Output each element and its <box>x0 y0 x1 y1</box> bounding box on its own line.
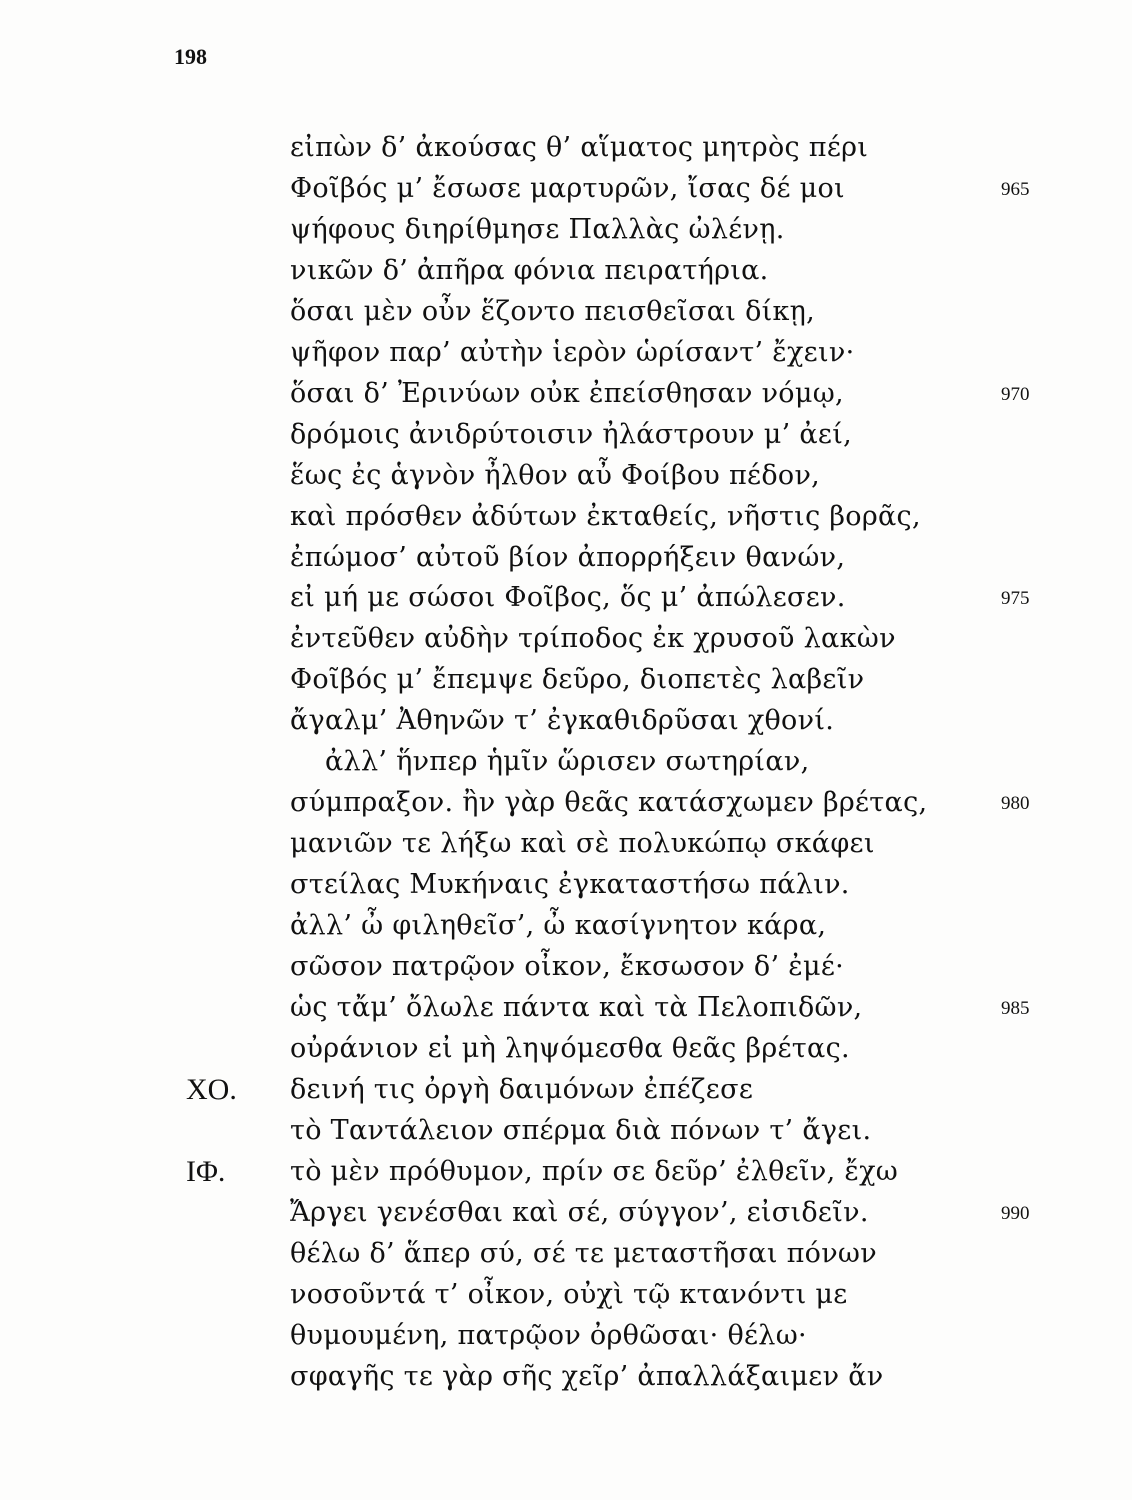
verse-text: εἰπὼν δ’ ἀκούσας θ’ αἵματος μητρὸς πέρι <box>290 132 869 163</box>
verse-line <box>0 868 1132 909</box>
verse-text: σφαγῆς τε γὰρ σῆς χεῖρ’ ἀπαλλάξαιμεν ἄν <box>290 1360 884 1392</box>
verse-line <box>0 745 1132 786</box>
verse-line <box>0 1278 1132 1319</box>
verse-line <box>0 909 1132 950</box>
speaker-label: ΙΦ. <box>186 1154 226 1188</box>
verse-line <box>0 336 1132 377</box>
verse-text: Φοῖβός μ’ ἔπεμψε δεῦρο, διοπετὲς λαβεῖν <box>290 664 865 696</box>
verse-text: ὡς τἄμ’ ὄλωλε πάντα καὶ τὰ Πελοπιδῶν, <box>290 991 863 1023</box>
verse-text: εἰ μή με σώσοι Φοῖβος, ὅς μ’ ἀπώλεσεν. <box>290 582 846 614</box>
verse-line <box>0 418 1132 459</box>
verse-line <box>0 663 1132 704</box>
verse-text: ἐπώμοσ’ αὐτοῦ βίον ἀπορρήξειν θανών, <box>290 541 846 573</box>
verse-line <box>0 827 1132 868</box>
line-number: 990 <box>1001 1202 1030 1224</box>
verse-text: οὐράνιον εἰ μὴ ληψόμεσθα θεᾶς βρέτας. <box>290 1032 850 1064</box>
verse-text: τὸ μὲν πρόθυμον, πρίν σε δεῦρ’ ἐλθεῖν, ἔχω <box>290 1155 899 1187</box>
verse-line <box>0 704 1132 745</box>
verse-text: ψήφους διηρίθμησε Παλλὰς ὠλένῃ. <box>290 213 785 245</box>
verse-line <box>0 1319 1132 1360</box>
verse-line <box>0 172 1132 213</box>
verse-line <box>0 131 1132 172</box>
verse-line <box>0 1237 1132 1278</box>
page-number: 198 <box>174 44 207 69</box>
verse-line <box>0 500 1132 541</box>
verse-text: στείλας Μυκήναις ἐγκαταστήσω πάλιν. <box>290 869 850 901</box>
verse-text: σύμπραξον. ἢν γὰρ θεᾶς κατάσχωμεν βρέτας, <box>290 787 928 819</box>
verse-text: σῶσον πατρῷον οἶκον, ἔκσωσον δ’ ἐμέ· <box>290 951 845 982</box>
line-number: 975 <box>1001 588 1030 610</box>
verse-line <box>0 1032 1132 1073</box>
verse-text: Φοῖβός μ’ ἔσωσε μαρτυρῶν, ἴσας δέ μοι <box>290 172 845 204</box>
verse-line <box>0 622 1132 663</box>
verse-text: δεινή τις ὀργὴ δαιμόνων ἐπέζεσε <box>290 1073 754 1105</box>
verse-text: ὅσαι δ’ Ἐρινύων οὐκ ἐπείσθησαν νόμῳ, <box>290 377 844 409</box>
verse-line <box>0 541 1132 582</box>
verse-line <box>0 991 1132 1032</box>
verse-text: δρόμοις ἀνιδρύτοισιν ἠλάστρουν μ’ ἀεί, <box>290 418 852 450</box>
verse-text: τὸ Ταντάλειον σπέρμα διὰ πόνων τ’ ἄγει. <box>290 1114 872 1146</box>
verse-line <box>0 1360 1132 1401</box>
verse-line <box>0 1114 1132 1155</box>
verse-line <box>0 377 1132 418</box>
verse-line <box>0 295 1132 336</box>
line-number: 965 <box>1001 178 1030 200</box>
verse-text: νικῶν δ’ ἀπῆρα φόνια πειρατήρια. <box>290 254 769 286</box>
verse-line <box>0 950 1132 991</box>
verse-line <box>0 786 1132 827</box>
line-number: 980 <box>1001 793 1030 815</box>
line-number: 985 <box>1001 997 1030 1019</box>
line-number: 970 <box>1001 383 1030 405</box>
verse-line <box>0 459 1132 500</box>
verse-line <box>0 254 1132 295</box>
verse-text: ὅσαι μὲν οὖν ἕζοντο πεισθεῖσαι δίκῃ, <box>290 295 816 327</box>
verse-text: ἀλλ’ ὦ φιληθεῖσ’, ὦ κασίγνητον κάρα, <box>290 910 827 942</box>
verse-line <box>0 213 1132 254</box>
verse-line <box>0 1073 1132 1114</box>
verse-line <box>0 581 1132 622</box>
verse-text: θέλω δ’ ἅπερ σύ, σέ τε μεταστῆσαι πόνων <box>290 1237 877 1269</box>
verse-text: νοσοῦντά τ’ οἶκον, οὐχὶ τῷ κτανόντι με <box>290 1278 848 1310</box>
verse-text: Ἄργει γενέσθαι καὶ σέ, σύγγον’, εἰσιδεῖν. <box>290 1196 869 1228</box>
verse-text: ἕως ἐς ἁγνὸν ἦλθον αὖ Φοίβου πέδον, <box>290 459 821 491</box>
speaker-label: ΧΟ. <box>186 1072 237 1106</box>
verse-text: μανιῶν τε λήξω καὶ σὲ πολυκώπῳ σκάφει <box>290 828 875 860</box>
verse-text: ἄγαλμ’ Ἀθηνῶν τ’ ἐγκαθιδρῦσαι χθονί. <box>290 705 835 737</box>
verse-line <box>0 1196 1132 1237</box>
verse-text: ἐντεῦθεν αὐδὴν τρίποδος ἐκ χρυσοῦ λακὼν <box>290 623 896 655</box>
verse-text: θυμουμένη, πατρῷον ὀρθῶσαι· θέλω· <box>290 1319 807 1351</box>
verse-text: ἀλλ’ ἥνπερ ἡμῖν ὥρισεν σωτηρίαν, <box>325 746 810 778</box>
verse-line <box>0 1155 1132 1196</box>
verse-text: ψῆφον παρ’ αὐτὴν ἱερὸν ὡρίσαντ’ ἔχειν· <box>290 336 855 368</box>
verse-text: καὶ πρόσθεν ἀδύτων ἐκταθείς, νῆστις βορᾶς, <box>290 500 921 532</box>
